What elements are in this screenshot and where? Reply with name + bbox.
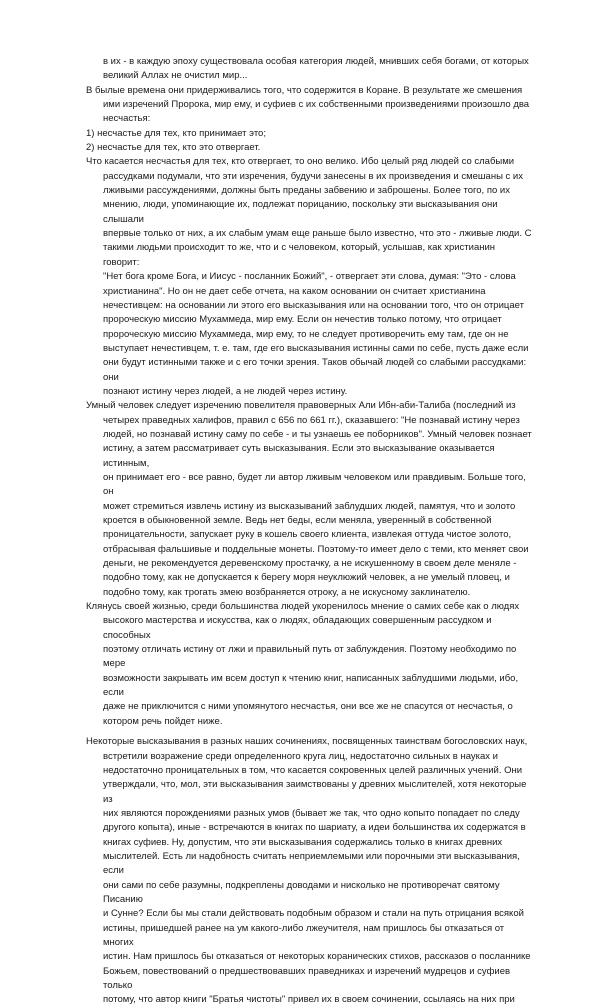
text-line: христианина". Но он не дает себе отчета, на каком основании он считает христианина <box>103 285 486 297</box>
text-line: истину, а затем рассматривает суть высказывания. Если это высказывание оказывается истинным, <box>103 443 495 469</box>
text-line: истины, пришедшей ранее на ум какого-либо лжеучителя, нам пришлось бы отказаться от многих <box>103 922 505 948</box>
text-line: мнению, люди, упоминающие их, подлежат порицанию, поскольку эти высказывания они слышали <box>103 199 498 225</box>
text-line: кроется в обыкновенной земле. Ведь нет беды, если меняла, уверенный в собственной <box>103 515 492 526</box>
paragraph <box>86 84 532 98</box>
text-line: подобно тому, как не допускается к берегу моря неуклюжий человек, а не умелый пловец, и <box>103 572 510 584</box>
text-line: мыслителей. Есть ли надобность считать неприемлемыми или порочными эти высказывания, если <box>103 850 520 877</box>
text-line: недостаточно проницательных в том, что касается сокровенных целей различных учений. Они <box>103 764 523 776</box>
text-line: даже не приключится с ними упомянутого несчастья, они все же не спасутся от несчастья, о <box>103 701 513 713</box>
paragraph <box>86 750 532 1008</box>
text-line: пророческую миссию Мухаммеда, мир ему, то не следует противоречить ему там, где он не <box>103 328 509 340</box>
text-line: он принимает его - все равно, будет ли автор лживым человеком или правдивым. Больше того, он <box>103 471 526 498</box>
text-line: деньги, не рекомендуется деревенскому простачку, а не искушенному в своем деле меняле - <box>103 558 517 570</box>
text-line: они сами по себе разумны, подкреплены доводами и нисколько не противоречат святому Писанию <box>103 879 500 905</box>
text-line: отбрасывая фальшивые и поддельные монеты. Поэтому-то имеет дело с теми, кто меняет свои <box>103 543 529 555</box>
paragraph <box>86 735 532 749</box>
text-line: другого копыта), иные - встречаются в книгах по шариату, а идеи большинства их содержатся в <box>103 822 526 834</box>
text-line: четырех праведных халифов, правил с 656 по 661 гг.), сказавшего: "Не познавай истину через <box>103 414 520 426</box>
text-line: рассудками подумали, что эти изречения, будучи занесены в их произведения и смешаны с их <box>103 170 523 182</box>
text-line: утверждали, что, мол, эти высказывания заимствованы у древних мыслителей, хотя некоторые из <box>103 779 527 805</box>
text-line: потому, что автор книги "Братья чистоты" привел их в своем сочинении, ссылаясь на них при <box>103 994 515 1006</box>
paragraph <box>86 141 532 155</box>
text-line: впервые только от них, а их слабым умам еще раньше было известно, что это - лживые люди. С <box>103 228 532 240</box>
paragraph <box>86 155 532 169</box>
text-line: нечестивцем: на основании ли этого его высказывания или на основании того, что он отрицает <box>103 299 524 311</box>
text-line: Что касается несчастья для тех, кто отвергает, то оно велико. Ибо целый ряд людей со слабыми <box>86 156 515 168</box>
document-page <box>86 55 532 1008</box>
text-line: Некоторые высказывания в разных наших сочинениях, посвященных таинствам богословских наук, <box>86 736 528 748</box>
paragraph <box>86 55 532 84</box>
text-line: познают истину через людей, а не людей через истину. <box>103 385 348 397</box>
text-line: возможности закрывать им всем доступ к чтению книг, написанных заблудшими людьми, ибо, если <box>103 672 519 699</box>
text-line: пророческую миссию Мухаммеда, мир ему. Если он нечестив только потому, что отрицает <box>103 314 502 326</box>
text-line: несчастья: <box>103 113 151 125</box>
text-line: людей, но познавай истину саму по себе - и ты узнаешь ее поборников". Умный человек познает <box>103 428 532 440</box>
text-line: такими людьми происходит то же, что и с человеком, который, услышав, как христианин говорит: <box>103 242 496 268</box>
paragraph <box>86 614 532 729</box>
text-line: В былые времена они придерживались того, что содержится в Коране. В результате же смешения <box>86 84 523 96</box>
paragraph <box>86 127 532 141</box>
text-line: и Сунне? Если бы мы стали действовать подобным образом и стали на путь отрицания всякой <box>103 908 524 920</box>
paragraph <box>86 414 532 600</box>
text-line: в их - в каждую эпоху существовала особая категория людей, мнивших себя богами, от которых <box>103 56 529 67</box>
text-line: истин. Нам пришлось бы отказаться от некоторых коранических стихов, рассказов о посланнике <box>103 951 531 963</box>
text-line: ими изречений Пророка, мир ему, и суфиев с их собственными произведениями произошло два <box>103 99 530 111</box>
text-line: Божьем, повествований о предшествовавших праведниках и изречений мудрецов и суфиев только <box>103 965 511 991</box>
text-line: выступает нечестивцем, т. е. там, где его высказывания истинны сами по себе, пусть даже если <box>103 342 529 354</box>
text-line: Умный человек следует изречению повелителя правоверных Али Ибн-аби-Талиба (последний из <box>86 400 516 412</box>
text-line: поэтому отличать истину от лжи и правильный путь от заблуждения. Поэтому необходимо по мере <box>103 644 517 670</box>
text-line: проницательности, запускает руку в кошель своего клиента, извлекая оттуда чистое золото, <box>103 529 512 541</box>
text-line: подобно тому, как трогать змею возбраняется отроку, а не искусному заклинателю. <box>103 586 471 598</box>
paragraph <box>86 170 532 400</box>
text-line: лживыми рассуждениями, должны быть преданы забвению и заброшены. Более того, по их <box>103 185 510 197</box>
text-line: может стремиться извлечь истину из высказываний заблудших людей, памятуя, что и золото <box>103 500 516 512</box>
paragraph <box>86 600 532 614</box>
text-line: они будут истинными также и с его точки зрения. Таков обычай людей со слабыми рассудками: они <box>103 357 527 383</box>
paragraph <box>86 98 532 127</box>
text-line: Клянусь своей жизнью, среди большинства людей укоренилось мнение о самих себе как о людях <box>86 601 520 613</box>
text-line: высокого мастерства и искусства, как о людях, обладающих совершенным рассудком и способных <box>103 615 492 641</box>
paragraph <box>86 399 532 413</box>
text-line: великий Аллах не очистил мир... <box>103 70 248 82</box>
text-line: книгах суфиев. Ну, допустим, что эти высказывания содержались только в книгах древних <box>103 836 503 848</box>
text-line: них являются порождениями разных умов (бывает же так, что одно копыто попадает по следу <box>103 807 520 819</box>
text-line: "Нет бога кроме Бога, и Иисус - посланник Божий", - отвергает эти слова, думая: "Это - слова <box>103 271 516 283</box>
text-line: 2) несчастье для тех, кто это отвергает. <box>86 142 261 154</box>
text-line: 1) несчастье для тех, кто принимает это; <box>86 127 266 139</box>
text-line: встретили возражение среди определенного круга лиц, недостаточно сильных в науках и <box>103 750 498 762</box>
text-line: котором речь пойдет ниже. <box>103 715 223 727</box>
